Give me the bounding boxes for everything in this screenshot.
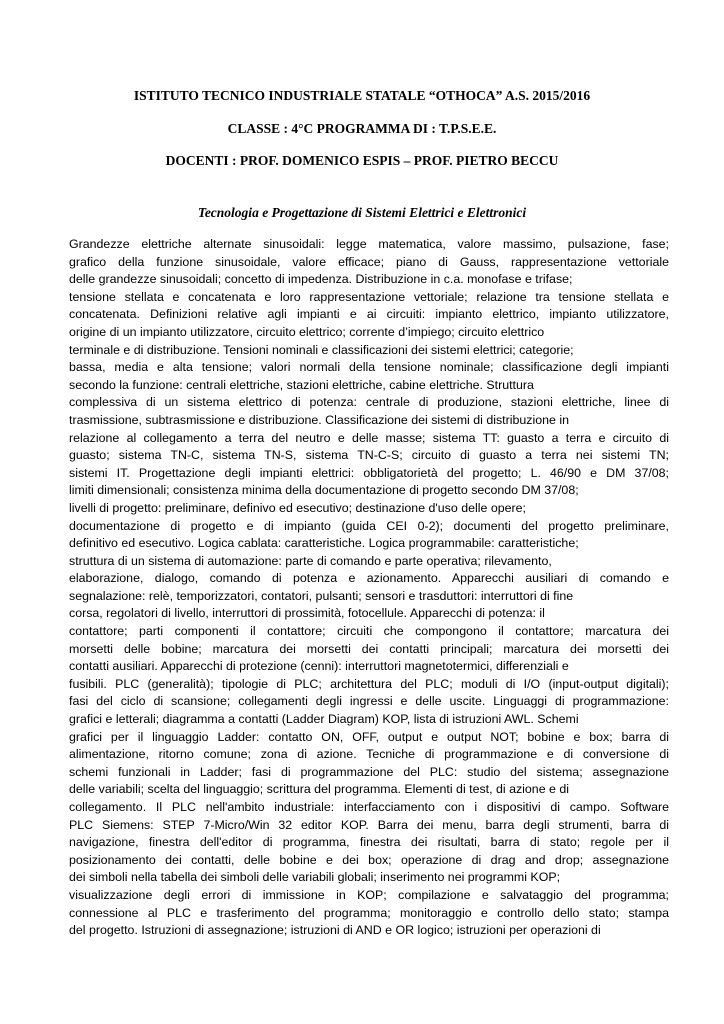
body-line: complessiva di un sistema elettrico di potenza: centrale di produzione, stazioni elettriche, linee di bbox=[69, 395, 669, 410]
body-line: livelli di progetto: preliminare, definivo ed esecutivo; destinazione d'uso delle opere; bbox=[69, 500, 526, 515]
teachers-heading: DOCENTI : PROF. DOMENICO ESPIS – PROF. PIETRO BECCU bbox=[165, 153, 559, 168]
body-line: delle variabili; scelta del linguaggio; scrittura del programma. Elementi di test, di azione e di bbox=[69, 782, 570, 797]
body-line: corsa, regolatori di livello, interruttori di prossimità, fotocellule. Apparecchi di potenza: il bbox=[69, 606, 545, 621]
body-line: contattore; parti componenti il contattore; circuiti che compongono il contattore; marcatura dei bbox=[69, 624, 669, 639]
body-line: del progetto. Istruzioni di assegnazione; istruzioni di AND e OR logico; istruzioni per operazioni di bbox=[69, 923, 601, 938]
body-line: schemi funzionali in Ladder; fasi di programmazione del PLC: studio del sistema; assegnazione bbox=[69, 764, 669, 779]
body-line: delle grandezze sinusoidali; concetto di impedenza. Distribuzione in c.a. monofase e trifase; bbox=[69, 272, 573, 287]
body-line: definitivo ed esecutivo. Logica cablata: caratteristiche. Logica programmabile: caratteristiche; bbox=[69, 536, 579, 551]
body-line: relazione al collegamento a terra del neutro e delle masse; sistema TT: guasto a terra e circuito di bbox=[69, 430, 669, 445]
body-line: collegamento. Il PLC nell'ambito industriale: interfacciamento con i dispositivi di campo. Software bbox=[69, 800, 669, 814]
body-line: fasi del ciclo di scansione; collegamenti degli ingressi e delle uscite. Linguaggi di programmazione: bbox=[69, 694, 669, 709]
body-line: terminale e di distribuzione. Tensioni nominali e classificazioni dei sistemi elettrici; categorie; bbox=[69, 342, 574, 357]
body-line: trasmissione, subtrasmissione e distribuzione. Classificazione dei sistemi di distribuzione in bbox=[69, 412, 569, 427]
body-line: concatenata. Definizioni relative agli impianti e ai circuiti: impianto elettrico, impianto utilizzatore, bbox=[69, 307, 669, 322]
body-line: limiti dimensionali; consistenza minima della documentazione di progetto secondo DM 37/08; bbox=[69, 483, 579, 498]
body-line: grafici per il linguaggio Ladder: contatto ON, OFF, output e output NOT; bobine e box; barra di bbox=[69, 729, 669, 744]
body-line: segnalazione: relè, temporizzatori, contatori, pulsanti; sensori e trasduttori: interruttori di fine bbox=[69, 588, 574, 603]
body-line: morsetti delle bobine; marcatura dei morsetti dei contatti principali; marcatura dei morsetti dei bbox=[69, 641, 669, 656]
body-line: sistemi IT. Progettazione degli impianti elettrici: obbligatorietà del progetto; L. 46/90 e DM 37/08; bbox=[69, 465, 669, 480]
body-line: struttura di un sistema di automazione: parte di comando e parte operativa; rilevamento, bbox=[69, 553, 552, 568]
body-line: fusibili. PLC (generalità); tipologie di PLC; architettura del PLC; moduli di I/O (input-output digitali); bbox=[69, 676, 669, 691]
body-line: alimentazione, ritorno comune; zona di azione. Tecniche di programmazione e di conversione di bbox=[69, 747, 669, 762]
school-title: ISTITUTO TECNICO INDUSTRIALE STATALE “OTHOCA” A.S. 2015/2016 bbox=[133, 88, 591, 103]
body-line: connessione al PLC e trasferimento del programma; monitoraggio e controllo dello stato; stampa bbox=[69, 905, 669, 920]
body-line: grafico della funzione sinusoidale, valore efficace; piano di Gauss, rappresentazione vettoriale bbox=[69, 254, 669, 269]
body-line: elaborazione, dialogo, comando di potenza e azionamento. Apparecchi ausiliari di comando e bbox=[69, 571, 669, 586]
body-line: Grandezze elettriche alternate sinusoidali: legge matematica, valore massimo, pulsazione, fase; bbox=[69, 237, 669, 251]
body-line: bassa, media e alta tensione; valori normali della tensione nominale; classificazione degli impianti bbox=[69, 360, 669, 375]
subject-title: Tecnologia e Progettazione di Sistemi Elettrici e Elettronici bbox=[197, 205, 527, 220]
body-line: dei simboli nella tabella dei simboli delle variabili globali; inserimento nei programmi KOP; bbox=[69, 870, 561, 885]
body-line: visualizzazione degli errori di immissione in KOP; compilazione e salvataggio del programma; bbox=[69, 887, 669, 902]
body-line: navigazione, finestra dell'editor di programma, finestra dei risultati, barra di stato; regole per il bbox=[69, 835, 669, 850]
program-body-text bbox=[69, 236, 669, 940]
body-line: posizionamento dei contatti, delle bobine e dei box; operazione di drag and drop; assegnazione bbox=[69, 852, 669, 867]
body-line: origine di un impianto utilizzatore, circuito elettrico; corrente d’impiego; circuito elettrico bbox=[69, 324, 545, 339]
body-line: tensione stellata e concatenata e loro rappresentazione vettoriale; relazione tra tensione stellata e bbox=[69, 289, 669, 304]
body-line: grafici e letterali; diagramma a contatti (Ladder Diagram) KOP, lista di istruzioni AWL. Schemi bbox=[69, 712, 579, 727]
body-line: contatti ausiliari. Apparecchi di protezione (cenni): interruttori magnetotermici, differenziali e bbox=[69, 659, 569, 674]
body-line: secondo la funzione: centrali elettriche, stazioni elettriche, cabine elettriche. Struttura bbox=[69, 377, 534, 392]
body-line: PLC Siemens: STEP 7-Micro/Win 32 editor KOP. Barra dei menu, barra degli strumenti, barra di bbox=[69, 817, 669, 832]
class-program-heading: CLASSE : 4°C PROGRAMMA DI : T.P.S.E.E. bbox=[227, 121, 497, 136]
body-line: guasto; sistema TN-C, sistema TN-S, sistema TN-C-S; circuito di guasto a terra nei sistemi TN; bbox=[69, 448, 669, 463]
body-line: documentazione di progetto e di impianto (guida CEI 0-2); documenti del progetto preliminare, bbox=[69, 518, 669, 533]
